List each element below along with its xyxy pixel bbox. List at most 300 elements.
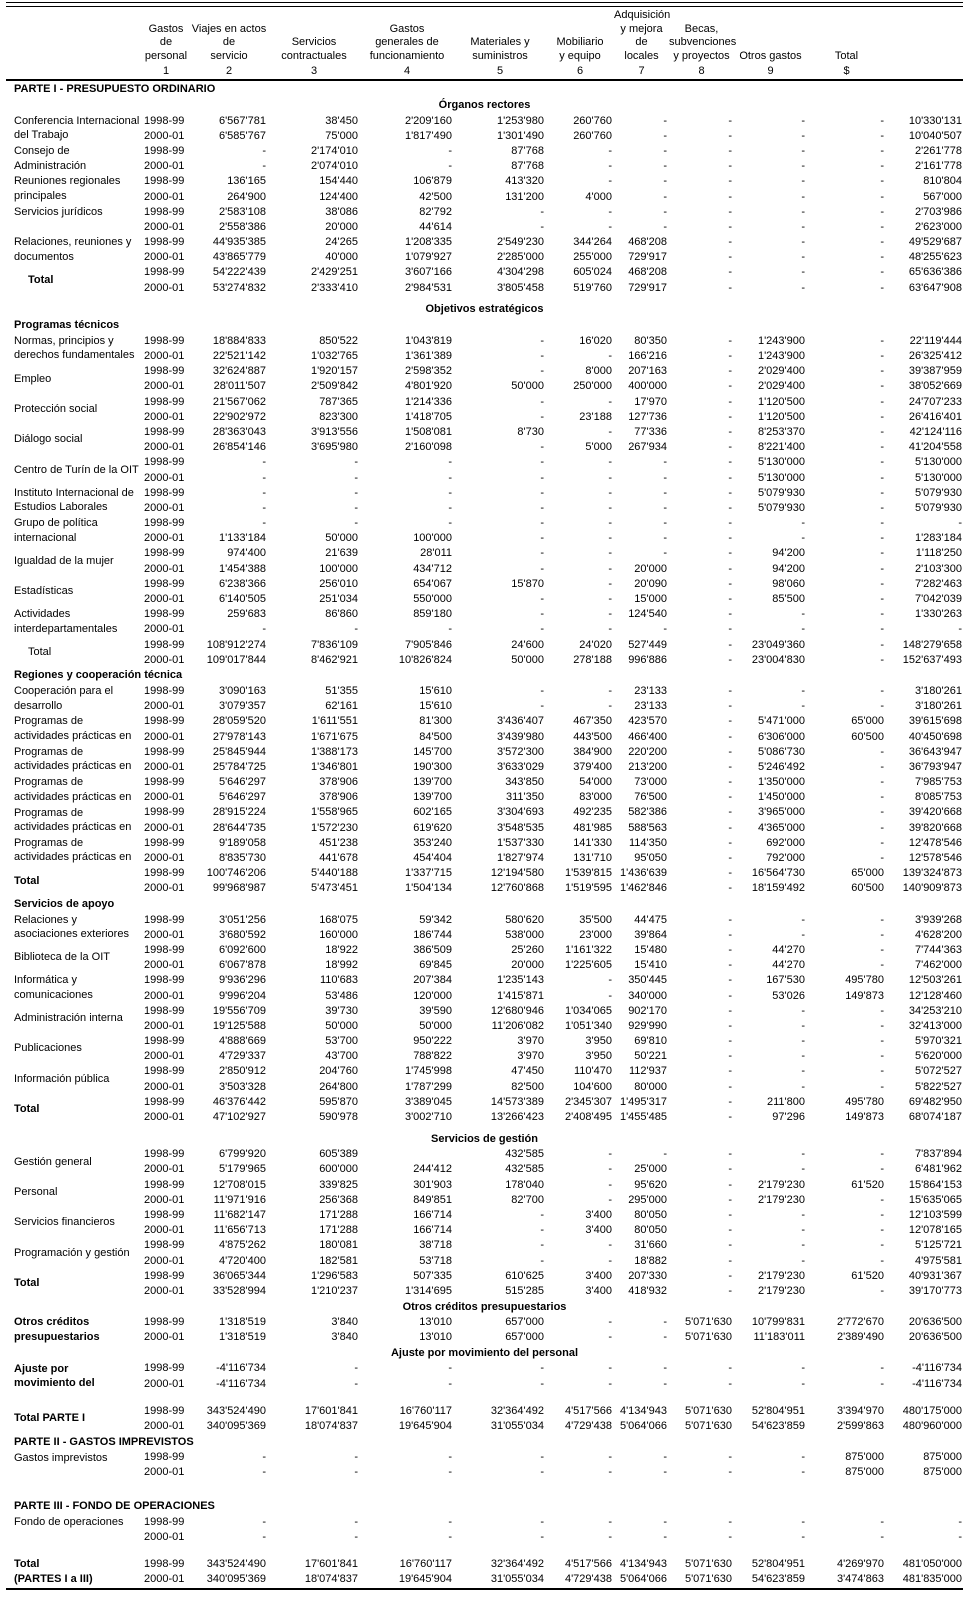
row-pair: [6, 607, 963, 637]
amount-cell: -: [880, 205, 884, 218]
amount-cell: 1'920'157: [310, 365, 358, 378]
row-label-line: asociaciones exteriores: [14, 928, 129, 941]
amount-cell: 1'079'927: [404, 251, 452, 264]
amount-cell: 23'188: [579, 410, 612, 423]
amount-cell: 996'886: [628, 653, 667, 666]
amount-cell: 1'235'143: [496, 974, 544, 987]
row-pair: [6, 637, 963, 667]
amount-cell: 6'140'505: [218, 593, 266, 606]
amount-cell: 875'000: [845, 1466, 884, 1479]
amount-cell: -: [663, 1331, 667, 1344]
amount-cell: 1'346'801: [310, 760, 358, 773]
amount-cell: 5'071'630: [684, 1404, 732, 1417]
amount-cell: -: [801, 1050, 805, 1063]
row-label: [6, 1177, 142, 1207]
amount-cell: -: [540, 220, 544, 233]
amount-cell: 1'337'715: [404, 867, 452, 880]
amount-cell: -: [880, 236, 884, 249]
row-label-line: principales: [14, 189, 67, 202]
amount-cell: -: [663, 144, 667, 157]
amount-cell: 33'528'994: [212, 1284, 266, 1297]
amount-cell: 875'000: [923, 1466, 962, 1479]
year-cell: 1998-99: [144, 638, 185, 651]
amount-cell: 2'429'251: [310, 266, 358, 279]
amount-cell: 2'029'400: [757, 380, 805, 393]
row-pair: [6, 113, 963, 143]
row-pair: [6, 455, 963, 485]
amount-cell: 3'840: [331, 1331, 358, 1344]
amount-cell: 6'067'878: [218, 959, 266, 972]
amount-cell: -: [880, 653, 884, 666]
amount-cell: -: [540, 1530, 544, 1543]
amount-cell: -: [728, 1050, 732, 1063]
amount-cell: -: [540, 1377, 544, 1390]
amount-cell: 301'903: [413, 1178, 452, 1191]
amount-cell: 605'024: [573, 266, 612, 279]
amount-cell: 73'000: [634, 776, 667, 789]
amount-cell: 350'445: [628, 974, 667, 987]
amount-cell: 28'363'043: [212, 425, 266, 438]
amount-cell: 83'000: [579, 791, 612, 804]
amount-cell: 260'760: [573, 129, 612, 142]
amount-cell: 386'509: [413, 943, 452, 956]
amount-cell: -: [880, 456, 884, 469]
amount-cell: 1'495'317: [619, 1095, 667, 1108]
amount-cell: 50'000: [419, 1019, 452, 1032]
amount-cell: -: [880, 959, 884, 972]
row-label-line: Igualdad de la mujer: [14, 554, 114, 567]
amount-cell: 100'000: [413, 532, 452, 545]
amount-cell: 550'000: [413, 593, 452, 606]
row-label-line: movimiento del: [14, 1377, 95, 1390]
amount-cell: 109'017'844: [206, 653, 266, 666]
amount-cell: -: [728, 380, 732, 393]
amount-cell: 82'700: [511, 1193, 544, 1206]
amount-cell: 141'330: [573, 836, 612, 849]
amount-cell: -4'116'734: [912, 1362, 962, 1375]
amount-cell: 3'400: [585, 1284, 612, 1297]
amount-cell: 28'011'507: [213, 380, 266, 393]
amount-cell: -: [880, 532, 884, 545]
amount-cell: -: [880, 1284, 884, 1297]
amount-cell: 4'628'200: [914, 928, 962, 941]
spacer: [6, 1391, 963, 1403]
amount-cell: 53'718: [419, 1254, 452, 1267]
amount-cell: -: [448, 1530, 452, 1543]
amount-cell: 18'992: [325, 959, 358, 972]
year-cell: 1998-99: [144, 1316, 185, 1329]
year-cell: 1998-99: [144, 577, 185, 590]
row-pair: [6, 973, 963, 1003]
amount-cell: 3'400: [585, 1269, 612, 1282]
amount-cell: 1'253'980: [496, 114, 544, 127]
amount-cell: -: [728, 730, 732, 743]
amount-cell: -: [608, 593, 612, 606]
column-header-6: [546, 36, 614, 78]
amount-cell: 5'125'721: [914, 1239, 962, 1252]
amount-cell: -: [880, 410, 884, 423]
column-header-line: Otros gastos: [739, 49, 802, 62]
amount-cell: 178'040: [505, 1178, 544, 1191]
amount-cell: -: [608, 350, 612, 363]
amount-cell: 26'416'401: [908, 410, 962, 423]
row-pair: [6, 485, 963, 515]
amount-cell: 1'296'583: [310, 1269, 358, 1282]
amount-cell: 44'614: [419, 220, 452, 233]
row-label-line: Consejo de Administración: [14, 145, 87, 172]
year-cell: 2000-01: [144, 129, 185, 142]
row-label-line: Programas de: [14, 776, 84, 789]
amount-cell: -: [728, 791, 732, 804]
amount-cell: -: [728, 236, 732, 249]
amount-cell: 5'079'930: [914, 501, 962, 514]
row-label: [6, 174, 142, 204]
amount-cell: 5'646'297: [218, 791, 266, 804]
amount-cell: 10'826'824: [398, 653, 452, 666]
amount-cell: -: [801, 266, 805, 279]
amount-cell: 480'960'000: [902, 1420, 962, 1433]
amount-cell: 3'002'710: [404, 1111, 452, 1124]
amount-cell: -: [728, 471, 732, 484]
amount-cell: 59'342: [419, 913, 452, 926]
amount-cell: -: [728, 1515, 732, 1528]
column-number: 7: [638, 65, 645, 77]
amount-cell: 250'000: [573, 380, 612, 393]
amount-cell: 7'836'109: [310, 638, 358, 651]
row-label-line: del Trabajo: [14, 129, 69, 142]
year-cell: 2000-01: [144, 791, 185, 804]
amount-cell: 8'085'753: [914, 791, 962, 804]
column-header-line: y mejora de: [620, 22, 663, 48]
amount-cell: 1'415'871: [496, 989, 544, 1002]
amount-cell: 1'301'490: [496, 129, 544, 142]
amount-cell: -: [728, 821, 732, 834]
year-cell: 1998-99: [144, 806, 185, 819]
row-label-line: Reuniones regionales: [14, 175, 121, 188]
amount-cell: 108'912'274: [206, 638, 266, 651]
amount-cell: -: [728, 882, 732, 895]
section-header-center: Servicios de gestión: [431, 1132, 538, 1145]
amount-cell: -: [801, 1254, 805, 1267]
amount-cell: -: [880, 266, 884, 279]
row-label-line: Gastos imprevistos: [14, 1451, 108, 1464]
amount-cell: 85'500: [772, 593, 805, 606]
amount-cell: 4'729'438: [564, 1420, 612, 1433]
row-label: [6, 683, 142, 713]
amount-cell: 28'915'224: [212, 806, 266, 819]
amount-cell: 1'032'765: [310, 350, 358, 363]
row-label: [6, 485, 142, 515]
amount-cell: 2'074'010: [310, 160, 358, 173]
amount-cell: 1'133'184: [218, 532, 266, 545]
amount-cell: 42'500: [419, 190, 452, 203]
amount-cell: 244'412: [413, 1163, 452, 1176]
amount-cell: 2'850'912: [218, 1065, 266, 1078]
column-number: 1: [162, 65, 170, 77]
amount-cell: -: [880, 160, 884, 173]
amount-cell: -: [728, 1208, 732, 1221]
year-cell: 1998-99: [144, 334, 185, 347]
amount-cell: 3'913'556: [310, 425, 358, 438]
amount-cell: -: [880, 1080, 884, 1093]
section-header-center: Otros créditos presupuestarios: [402, 1300, 567, 1313]
year-cell: 2000-01: [144, 1420, 185, 1433]
amount-cell: -: [728, 1377, 732, 1390]
amount-cell: 20'090: [634, 577, 667, 590]
column-header-line: Gastos de: [148, 22, 184, 48]
amount-cell: 7'282'463: [914, 577, 962, 590]
row-pair: [6, 204, 963, 234]
amount-cell: -: [728, 1466, 732, 1479]
amount-cell: 19'556'709: [212, 1004, 266, 1017]
amount-cell: -: [728, 1111, 732, 1124]
amount-cell: 3'680'592: [218, 928, 266, 941]
amount-cell: 44'935'385: [212, 236, 266, 249]
amount-cell: -: [880, 350, 884, 363]
amount-cell: -: [663, 205, 667, 218]
amount-cell: -: [801, 1035, 805, 1048]
row-pair: [6, 1147, 963, 1177]
amount-cell: -: [728, 395, 732, 408]
amount-cell: 432'585: [505, 1148, 544, 1161]
amount-cell: -4'116'734: [216, 1377, 266, 1390]
amount-cell: 413'320: [505, 175, 544, 188]
amount-cell: -: [880, 821, 884, 834]
amount-cell: -: [448, 517, 452, 530]
row-pair: [6, 912, 963, 942]
amount-cell: 139'700: [413, 791, 452, 804]
amount-cell: -: [728, 928, 732, 941]
amount-cell: 24'600: [511, 638, 544, 651]
year-cell: 1998-99: [144, 943, 185, 956]
amount-cell: -: [540, 1254, 544, 1267]
amount-cell: -: [540, 1208, 544, 1221]
amount-cell: -: [354, 1515, 358, 1528]
amount-cell: -: [728, 1080, 732, 1093]
amount-cell: 9'189'058: [218, 836, 266, 849]
amount-cell: -: [448, 456, 452, 469]
amount-cell: -: [663, 1530, 667, 1543]
amount-cell: -: [801, 517, 805, 530]
amount-cell: 63'647'908: [908, 281, 962, 294]
amount-cell: 3'389'045: [404, 1095, 452, 1108]
amount-cell: -: [540, 608, 544, 621]
amount-cell: -: [608, 1530, 612, 1543]
amount-cell: 3'965'000: [757, 806, 805, 819]
amount-cell: 207'330: [628, 1269, 667, 1282]
amount-cell: 267'934: [628, 441, 667, 454]
row-pair: [6, 1003, 963, 1033]
year-cell: 1998-99: [144, 1451, 185, 1464]
amount-cell: 5'473'451: [310, 882, 358, 895]
amount-cell: 467'350: [573, 715, 612, 728]
amount-cell: -: [728, 547, 732, 560]
amount-cell: 619'620: [413, 821, 452, 834]
row-label-line: Empleo: [14, 372, 52, 385]
amount-cell: -: [354, 1530, 358, 1543]
row-label: [6, 394, 142, 424]
amount-cell: -: [608, 1178, 612, 1191]
amount-cell: -: [354, 1362, 358, 1375]
amount-cell: 180'081: [319, 1239, 358, 1252]
year-cell: 2000-01: [144, 532, 185, 545]
row-label-line: actividades prácticas en: [14, 821, 132, 834]
row-label-line: Total: [28, 273, 54, 286]
amount-cell: -: [880, 144, 884, 157]
amount-cell: 582'386: [628, 806, 667, 819]
row-label-line: internacional: [14, 531, 77, 544]
row-pair: [6, 683, 963, 713]
amount-cell: 40'450'698: [908, 730, 962, 743]
column-header-5: [454, 36, 546, 78]
amount-cell: -: [540, 1239, 544, 1252]
amount-cell: 7'744'363: [914, 943, 962, 956]
year-cell: 2000-01: [144, 653, 185, 666]
amount-cell: -: [728, 1163, 732, 1176]
amount-cell: 3'304'693: [496, 806, 544, 819]
row-pair: [6, 333, 963, 363]
column-header-line: Mobiliario: [556, 36, 604, 48]
amount-cell: 22'119'444: [909, 334, 962, 347]
amount-cell: -: [608, 1362, 612, 1375]
amount-cell: -: [801, 129, 805, 142]
row-pair: [6, 1268, 963, 1298]
year-cell: 1998-99: [144, 114, 185, 127]
amount-cell: -: [608, 175, 612, 188]
amount-cell: 38'086: [325, 205, 358, 218]
amount-cell: 12'503'261: [908, 974, 962, 987]
row-label: [6, 424, 142, 454]
amount-cell: -: [880, 1163, 884, 1176]
amount-cell: 97'296: [772, 1111, 805, 1124]
year-cell: 2000-01: [144, 1080, 185, 1093]
amount-cell: 23'004'830: [751, 653, 805, 666]
amount-cell: 80'050: [634, 1224, 667, 1237]
amount-cell: -: [663, 114, 667, 127]
amount-cell: 6'306'000: [757, 730, 805, 743]
year-cell: 1998-99: [144, 365, 185, 378]
amount-cell: 692'000: [766, 836, 805, 849]
amount-cell: 278'188: [573, 653, 612, 666]
amount-cell: -: [728, 1362, 732, 1375]
amount-cell: 5'071'630: [684, 1316, 732, 1329]
amount-cell: 95'620: [634, 1178, 667, 1191]
amount-cell: 15'870: [511, 577, 544, 590]
year-cell: 1998-99: [144, 1557, 185, 1570]
amount-cell: -: [801, 623, 805, 636]
amount-cell: -: [540, 623, 544, 636]
year-cell: 1998-99: [144, 836, 185, 849]
amount-cell: 60'500: [851, 882, 884, 895]
amount-cell: 519'760: [573, 281, 612, 294]
amount-cell: 49'529'687: [908, 236, 962, 249]
amount-cell: 6'585'767: [218, 129, 266, 142]
amount-cell: -: [728, 653, 732, 666]
row-label: [6, 714, 142, 744]
amount-cell: 99'968'987: [212, 882, 266, 895]
amount-cell: -: [262, 160, 266, 173]
amount-cell: 44'475: [634, 913, 667, 926]
amount-cell: -: [540, 410, 544, 423]
amount-cell: 12'128'460: [908, 989, 962, 1002]
amount-cell: 1'817'490: [404, 129, 452, 142]
amount-cell: -: [540, 441, 544, 454]
amount-cell: 18'884'833: [212, 334, 266, 347]
year-cell: 2000-01: [144, 350, 185, 363]
amount-cell: 11'656'713: [213, 1224, 266, 1237]
amount-cell: -: [663, 486, 667, 499]
amount-cell: -: [728, 205, 732, 218]
column-number: 5: [496, 65, 504, 77]
amount-cell: -: [608, 501, 612, 514]
amount-cell: 600'000: [319, 1163, 358, 1176]
amount-cell: 5'071'630: [684, 1557, 732, 1570]
section-header-center: Ajuste por movimiento del personal: [390, 1346, 579, 1359]
amount-cell: 1'210'237: [310, 1284, 358, 1297]
amount-cell: 69'810: [634, 1035, 667, 1048]
amount-cell: -: [880, 114, 884, 127]
row-label: [6, 1268, 142, 1298]
amount-cell: 21'567'062: [212, 395, 266, 408]
year-cell: 1998-99: [144, 547, 185, 560]
amount-cell: 25'000: [634, 1163, 667, 1176]
amount-cell: -: [801, 1065, 805, 1078]
year-cell: 2000-01: [144, 380, 185, 393]
amount-cell: -: [354, 623, 358, 636]
amount-cell: 8'730: [517, 425, 544, 438]
amount-cell: 62'161: [325, 700, 358, 713]
amount-cell: -: [540, 562, 544, 575]
amount-cell: -: [663, 1466, 667, 1479]
year-cell: 1998-99: [144, 1095, 185, 1108]
amount-cell: -: [880, 1208, 884, 1221]
amount-cell: 5'000: [585, 441, 612, 454]
row-label-line: Centro de Turín de la OIT: [14, 463, 139, 476]
amount-cell: 5'071'630: [684, 1420, 732, 1433]
amount-cell: 7'837'894: [914, 1148, 962, 1161]
amount-cell: 3'400: [585, 1208, 612, 1221]
amount-cell: 50'221: [634, 1050, 667, 1063]
amount-cell: 25'845'944: [212, 745, 266, 758]
year-cell: 1998-99: [144, 1004, 185, 1017]
row-label: [6, 546, 142, 576]
amount-cell: -: [608, 1148, 612, 1161]
amount-cell: -: [880, 517, 884, 530]
amount-cell: -: [608, 1466, 612, 1479]
amount-cell: 16'760'117: [399, 1557, 452, 1570]
amount-cell: 1'214'336: [404, 395, 452, 408]
amount-cell: -: [262, 456, 266, 469]
amount-cell: 8'000: [585, 365, 612, 378]
amount-cell: -: [801, 913, 805, 926]
amount-cell: 24'265: [325, 236, 358, 249]
amount-cell: -: [608, 471, 612, 484]
amount-cell: 22'902'972: [212, 410, 266, 423]
amount-cell: -: [728, 190, 732, 203]
amount-cell: 18'074'837: [304, 1420, 358, 1433]
bottom-rule: [6, 1588, 963, 1592]
column-header-line: suministros: [472, 49, 528, 62]
amount-cell: 11'206'082: [491, 1019, 544, 1032]
amount-cell: -: [663, 160, 667, 173]
year-cell: 2000-01: [144, 1466, 185, 1479]
amount-cell: 1'043'819: [404, 334, 452, 347]
amount-cell: -: [728, 1530, 732, 1543]
spacer: [6, 1544, 963, 1556]
amount-cell: -: [728, 1284, 732, 1297]
amount-cell: 729'917: [628, 251, 667, 264]
amount-cell: -: [354, 1377, 358, 1390]
